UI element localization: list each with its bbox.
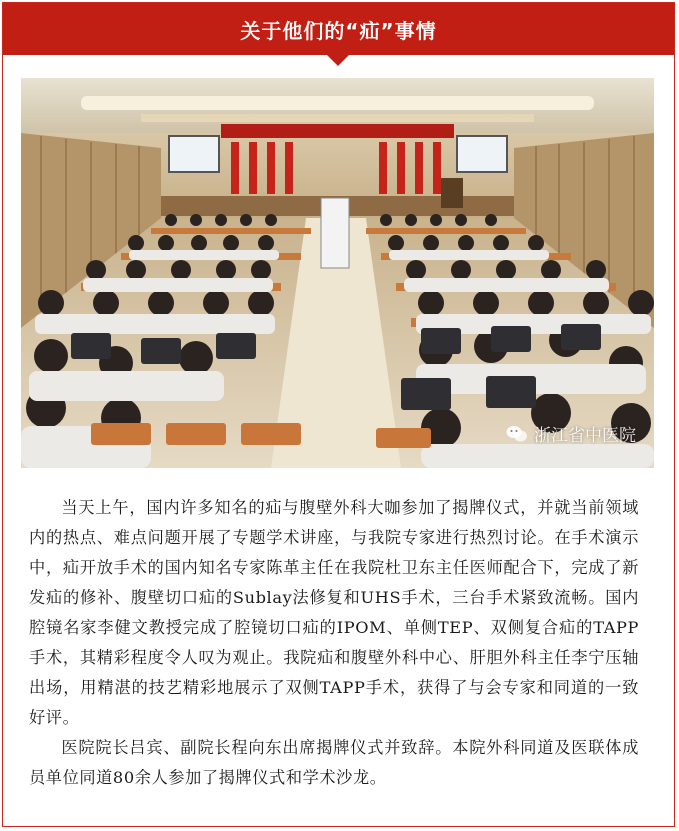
wechat-icon <box>506 425 528 443</box>
article-body <box>29 493 639 793</box>
paragraph: 当天上午，国内许多知名的疝与腹壁外科大咖参加了揭牌仪式，并就当前领域内的热点、难点问题开展了专题学术讲座，与我院专家进行热烈讨论。在手术演示中，疝开放手术的国内知名专家陈革主任在我院杜卫东主任医师配合下，完成了新发疝的修补、腹壁切口疝的Sublay法修复和UHS手术，三台手术紧致流畅。国内腔镜名家李健文教授完成了腔镜切口疝的IPOM、单侧TEP、双侧复合疝的TAPP手术，其精彩程度令人叹为观止。我院疝和腹壁外科中心、肝胆外科主任李宁压轴出场，用精湛的技艺精彩地展示了双侧TAPP手术，获得了与会专家和同道的一致好评。 <box>29 498 639 727</box>
section-title: 关于他们的“疝”事情 <box>240 18 437 43</box>
section-header <box>3 3 674 55</box>
paragraph: 医院院长吕宾、副院长程向东出席揭牌仪式并致辞。本院外科同道及医联体成员单位同道80余人参加了揭牌仪式和学术沙龙。 <box>29 738 639 787</box>
conference-hall-illustration <box>21 78 654 468</box>
watermark-text: 浙江省中医院 <box>534 426 636 446</box>
photo-watermark <box>506 421 636 446</box>
conference-photo <box>21 78 654 468</box>
header-pointer <box>327 55 349 66</box>
